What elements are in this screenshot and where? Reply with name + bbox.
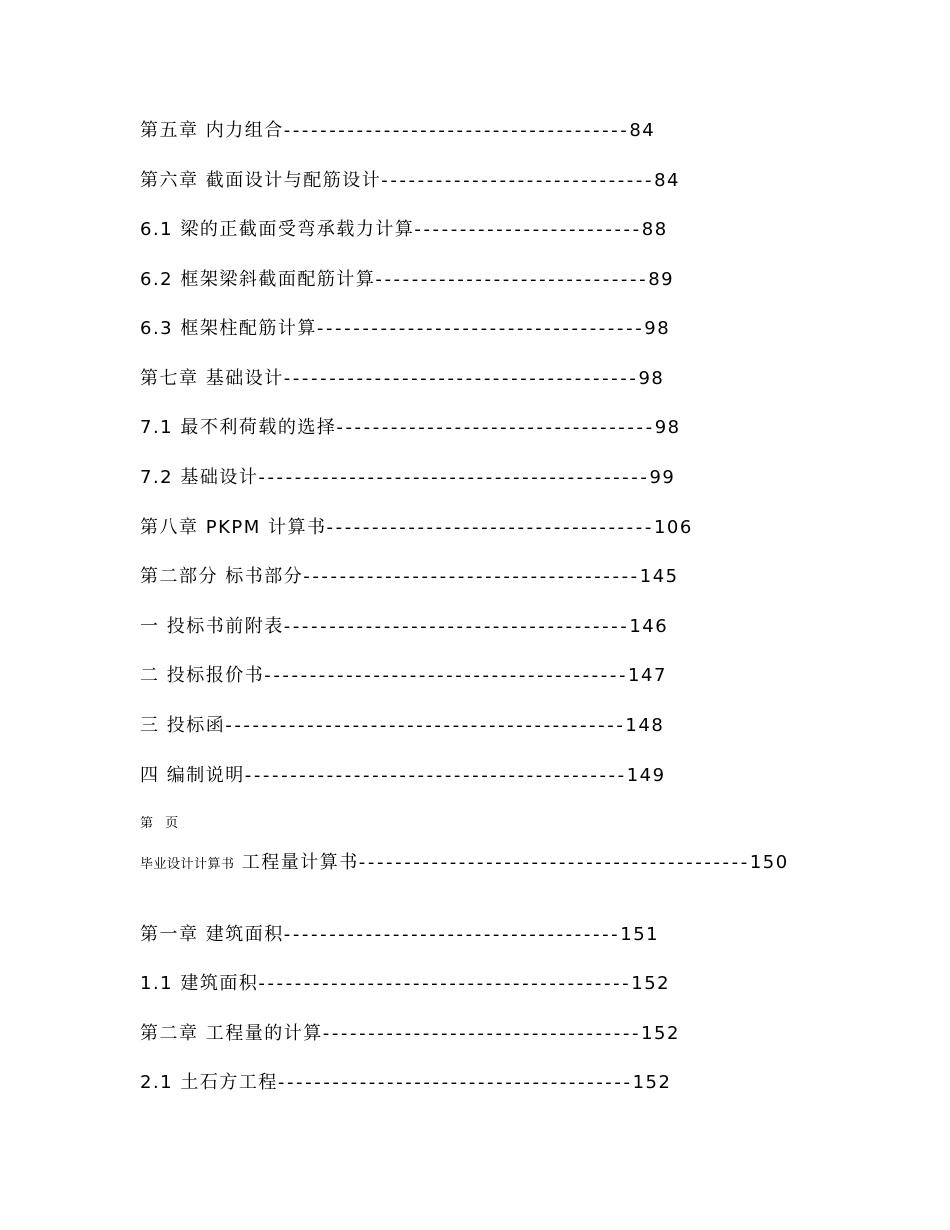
toc-entry-15: [140, 924, 659, 946]
toc-leader: --------------------------------------: [283, 120, 630, 141]
toc-title: 第五章 内力组合: [140, 120, 284, 141]
toc-leader: ------------------------------------------: [244, 765, 627, 786]
toc-page: 149: [626, 765, 666, 786]
toc-entry-7: [140, 417, 681, 439]
toc-entry-2: [140, 170, 680, 192]
page-header: 第 页: [140, 816, 183, 831]
toc-leader: ------------------------------------: [316, 318, 645, 339]
toc-page: 152: [631, 973, 671, 994]
toc-title: 第六章 截面设计与配筋设计: [140, 170, 382, 191]
document-header-prefix: 毕业设计计算书: [140, 857, 235, 872]
toc-page: 106: [653, 517, 693, 538]
toc-leader: ------------------------------: [381, 170, 655, 191]
toc-entry-3: [140, 219, 668, 241]
toc-title: 四 编制说明: [140, 765, 245, 786]
toc-page: 98: [644, 318, 671, 339]
toc-leader: -------------------------------------: [303, 566, 640, 587]
toc-page: 148: [625, 715, 665, 736]
toc-entry-16: [140, 973, 670, 995]
toc-title: 6.3 框架柱配筋计算: [140, 318, 317, 339]
toc-leader: ---------------------------------------: [277, 1072, 633, 1093]
toc-entry-8: [140, 467, 675, 489]
toc-page: 84: [629, 120, 656, 141]
toc-entry-4: [140, 269, 674, 291]
toc-title: 1.1 建筑面积: [140, 973, 259, 994]
toc-leader: -------------------------------------------: [258, 467, 650, 488]
toc-page: 152: [632, 1072, 672, 1093]
toc-entry-17: [140, 1023, 680, 1045]
toc-entry-9: [140, 517, 693, 539]
toc-title: 第一章 建筑面积: [140, 924, 284, 945]
toc-entry-18: [140, 1072, 671, 1094]
toc-leader: -----------------------------------: [336, 417, 655, 438]
toc-entry-11: [140, 616, 668, 638]
toc-title: 7.1 最不利荷载的选择: [140, 417, 337, 438]
toc-entry-10: [140, 566, 679, 588]
toc-page: 147: [628, 665, 667, 686]
toc-page: 145: [639, 566, 679, 587]
toc-entry-14: [140, 765, 666, 787]
toc-leader: -----------------------------------: [322, 1023, 642, 1044]
toc-page: 152: [641, 1023, 680, 1044]
toc-page: 146: [629, 616, 669, 637]
toc-title: 第二章 工程量的计算: [140, 1023, 323, 1044]
toc-title: 三 投标函: [140, 715, 226, 736]
toc-title: 一 投标书前附表: [140, 616, 284, 637]
toc-title: 6.2 框架梁斜截面配筋计算: [140, 269, 376, 290]
toc-leader: -------------------------------------: [283, 924, 621, 945]
toc-title: 第八章 PKPM 计算书: [140, 517, 327, 538]
toc-title: 二 投标报价书: [140, 665, 265, 686]
toc-page: 151: [620, 924, 660, 945]
toc-leader: ------------------------------: [375, 269, 649, 290]
toc-entry-6: [140, 368, 664, 390]
toc-entry-12: [140, 665, 667, 687]
toc-page: 98: [638, 368, 665, 389]
toc-leader: -----------------------------------------: [258, 973, 632, 994]
toc-entry-wrapped: [140, 850, 800, 878]
toc-title: 2.1 土石方工程: [140, 1072, 278, 1093]
toc-title: 工程量计算书: [234, 852, 359, 873]
toc-page: 89: [648, 269, 675, 290]
toc-page: 84: [654, 170, 680, 191]
toc-entry-5: [140, 318, 670, 340]
toc-leader: --------------------------------------------: [225, 715, 626, 736]
toc-page: 150: [749, 852, 789, 873]
toc-leader: ------------------------------------: [326, 517, 654, 538]
toc-leader: -------------------------: [414, 219, 642, 240]
toc-entry-13: [140, 715, 664, 737]
toc-leader: -------------------------------------------: [358, 852, 750, 873]
toc-title: 6.1 梁的正截面受弯承载力计算: [140, 219, 415, 240]
toc-leader: ---------------------------------------: [283, 368, 639, 389]
toc-entry-1: [140, 120, 655, 142]
toc-page: 88: [641, 219, 668, 240]
toc-title: 7.2 基础设计: [140, 467, 259, 488]
toc-leader: ----------------------------------------: [264, 665, 629, 686]
toc-title: 第二部分 标书部分: [140, 566, 304, 587]
toc-page: 99: [649, 467, 676, 488]
toc-page: 98: [654, 417, 681, 438]
toc-title: 第七章 基础设计: [140, 368, 284, 389]
toc-leader: --------------------------------------: [283, 616, 630, 637]
